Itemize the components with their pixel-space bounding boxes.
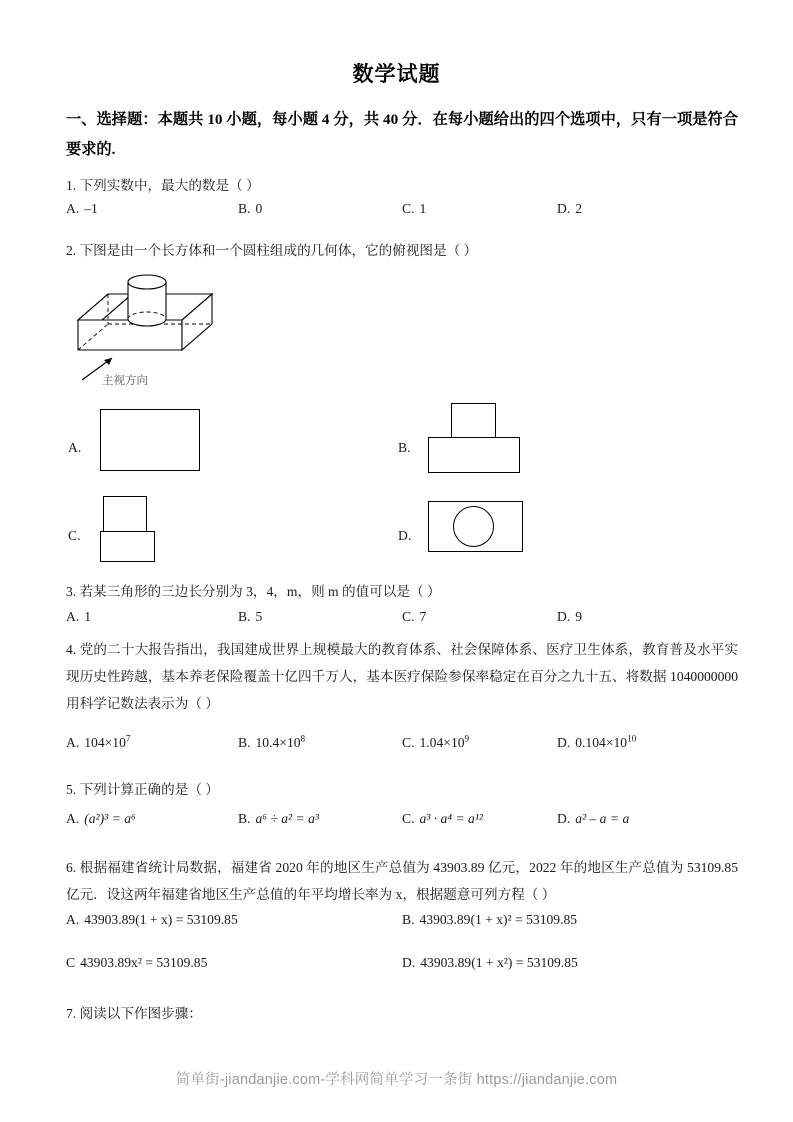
option-1-b[interactable] — [238, 201, 262, 217]
option-4-b-base: 10 — [286, 735, 301, 750]
option-6-d-expr: 43903.89(1 + x²) = 53109.85 — [420, 955, 578, 970]
option-2-a-figure[interactable] — [100, 409, 200, 471]
option-2-c-label: C. — [68, 528, 81, 543]
option-4-c-base: 10 — [450, 735, 465, 750]
option-2-c-base-rect — [100, 531, 155, 562]
option-1-b-text: 0 — [255, 201, 263, 216]
option-4-d[interactable] — [557, 735, 636, 751]
question-5-stem: 5. 下列计算正确的是（ ） — [66, 782, 219, 797]
option-5-d-expr: a² – a = a — [575, 811, 630, 826]
option-5-d[interactable] — [557, 811, 629, 827]
option-3-b[interactable] — [238, 609, 262, 625]
option-6-c[interactable] — [66, 955, 207, 971]
question-2-stem: 2. 下图是由一个长方体和一个圆柱组成的几何体，它的俯视图是（ ） — [66, 243, 478, 258]
option-5-c-expr: a³ · a⁴ = a¹² — [419, 811, 483, 826]
option-3-c-label: C. — [402, 609, 415, 624]
option-1-a[interactable] — [66, 201, 98, 217]
option-5-c[interactable] — [402, 811, 483, 827]
option-5-a[interactable] — [66, 811, 136, 827]
option-1-d[interactable] — [557, 201, 582, 217]
front-view-direction-label: 主视方向 — [102, 375, 148, 387]
option-6-d[interactable] — [402, 955, 578, 971]
option-2-b-small-rect — [451, 403, 496, 438]
page-title: 数学试题 — [352, 62, 441, 86]
option-6-b[interactable] — [402, 912, 577, 928]
option-6-d-label: D. — [402, 955, 416, 970]
option-2-a-rect — [100, 409, 200, 471]
option-4-a-times: × — [104, 735, 113, 750]
question-3-stem: 3. 若某三角形的三边长分别为 3，4，m，则 m 的值可以是（ ） — [66, 584, 441, 599]
section-heading: 一、选择题：本题共 10 小题，每小题 4 分，共 40 分．在每小题给出的四个选项中，只有一项是符合要求的. — [66, 111, 738, 158]
option-4-c-exponent: 9 — [464, 733, 470, 744]
option-5-c-label: C. — [402, 811, 415, 826]
option-5-a-label: A. — [66, 811, 80, 826]
option-4-b[interactable] — [238, 735, 305, 751]
option-3-d-text: 9 — [575, 609, 583, 624]
question-4-stem: 4. 党的二十大报告指出，我国建成世界上规模最大的教育体系、社会保障体系、医疗卫生体系，教育普及水平实现历史性跨越，基本养老保险覆盖十亿四千万人，基本医疗保险参保率稳定在百分之九十五、将数据 1040000000 用科学记数法表示为（ ） — [66, 642, 738, 711]
option-3-a[interactable] — [66, 609, 91, 625]
option-3-b-label: B. — [238, 609, 251, 624]
option-1-a-label: A. — [66, 201, 80, 216]
option-2-c-small-rect — [103, 496, 147, 532]
question-6-stem: 6. 根据福建省统计局数据，福建省 2020 年的地区生产总值为 43903.89 亿元，2022 年的地区生产总值为 53109.85 亿元．设这两年福建省地区生产总值的年平均增长率为 x，根据题意可列方程（ ） — [66, 860, 738, 902]
footer-watermark: 简单街-jiandanjie.com-学科网简单学习一条街 https://jiandanjie.com — [175, 1072, 618, 1088]
option-4-c[interactable] — [402, 735, 469, 751]
option-1-a-text: –1 — [84, 201, 98, 216]
option-3-a-label: A. — [66, 609, 80, 624]
option-4-d-times: × — [605, 735, 614, 750]
option-2-d-circle — [453, 506, 494, 547]
option-5-b-label: B. — [238, 811, 251, 826]
option-4-b-times: × — [279, 735, 287, 750]
option-2-d-figure[interactable] — [428, 501, 523, 552]
option-1-c-label: C. — [402, 201, 415, 216]
question-3-options — [66, 609, 738, 629]
option-4-b-mantissa: 10.4 — [255, 735, 280, 750]
option-4-c-label: C. — [402, 735, 415, 750]
option-6-a-expr: 43903.89(1 + x) = 53109.85 — [84, 912, 238, 927]
option-6-c-label: C — [66, 955, 76, 970]
option-4-d-label: D. — [557, 735, 571, 750]
option-3-d[interactable] — [557, 609, 582, 625]
option-5-a-expr: (a²)³ = a⁶ — [84, 811, 136, 826]
option-4-a-mantissa: 104 — [84, 735, 105, 750]
question-4-options — [66, 735, 738, 757]
option-1-c-text: 1 — [419, 201, 427, 216]
option-2-a-label: A. — [68, 440, 82, 455]
option-5-b-expr: a⁶ ÷ a² = a³ — [255, 811, 319, 826]
option-4-a[interactable] — [66, 735, 131, 751]
option-2-b-base-rect — [428, 437, 520, 473]
question-7-stem: 7. 阅读以下作图步骤： — [66, 1006, 202, 1021]
solid-figure-cuboid-cylinder — [66, 262, 226, 387]
question-6-options-row-1 — [66, 912, 738, 934]
option-6-a-label: A. — [66, 912, 80, 927]
option-1-b-label: B. — [238, 201, 251, 216]
option-6-b-label: B. — [402, 912, 415, 927]
option-1-c[interactable] — [402, 201, 426, 217]
option-4-d-base: 10 — [613, 735, 628, 750]
option-1-d-label: D. — [557, 201, 571, 216]
option-4-d-exponent: 10 — [627, 733, 637, 744]
question-5-options — [66, 811, 738, 833]
question-1-stem: 1. 下列实数中，最大的数是（ ） — [66, 178, 260, 193]
option-5-b[interactable] — [238, 811, 319, 827]
option-4-c-times: × — [443, 735, 451, 750]
option-2-c-figure[interactable] — [100, 496, 200, 562]
option-4-d-mantissa: 0.104 — [575, 735, 606, 750]
question-6-options-row-2 — [66, 955, 738, 977]
option-6-b-expr: 43903.89(1 + x)² = 53109.85 — [419, 912, 578, 927]
option-6-c-expr: 43903.89x² = 53109.85 — [80, 955, 208, 970]
option-3-b-text: 5 — [255, 609, 263, 624]
option-3-d-label: D. — [557, 609, 571, 624]
option-2-d-label: D. — [398, 528, 412, 543]
option-1-d-text: 2 — [575, 201, 583, 216]
option-4-a-exponent: 7 — [125, 733, 131, 744]
option-4-b-exponent: 8 — [300, 733, 306, 744]
option-3-a-text: 1 — [84, 609, 92, 624]
option-4-c-mantissa: 1.04 — [419, 735, 444, 750]
option-4-b-label: B. — [238, 735, 251, 750]
option-2-b-label: B. — [398, 440, 411, 455]
option-4-a-label: A. — [66, 735, 80, 750]
option-3-c[interactable] — [402, 609, 426, 625]
option-3-c-text: 7 — [419, 609, 427, 624]
option-6-a[interactable] — [66, 912, 238, 928]
option-4-a-base: 10 — [112, 735, 126, 750]
option-2-b-figure[interactable] — [428, 403, 538, 473]
question-1-options — [66, 201, 738, 221]
option-5-d-label: D. — [557, 811, 571, 826]
